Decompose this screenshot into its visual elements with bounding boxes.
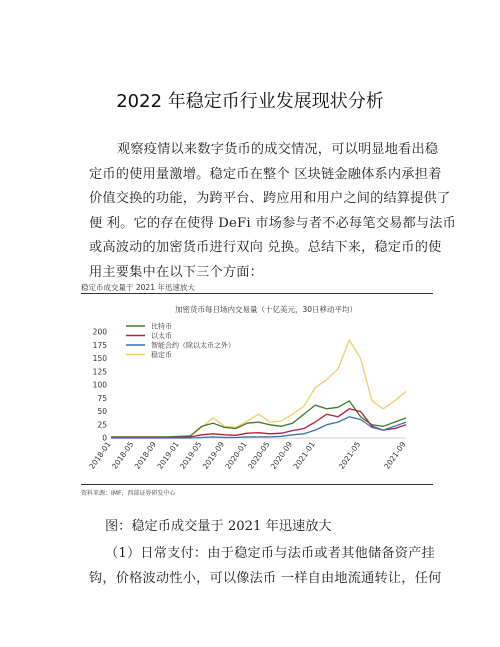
y-tick-label: 125 [92, 367, 107, 377]
y-tick-label: 100 [92, 380, 107, 390]
series-line [111, 409, 406, 438]
x-tick-label: 2018-05 [109, 439, 136, 471]
x-tick-label: 2021-01 [291, 439, 317, 471]
legend-label: 以太币 [151, 332, 172, 340]
paragraph-line: 用主要集中在以下三个方面： [89, 264, 264, 280]
legend-label: 稳定币 [151, 351, 172, 359]
x-tick-label: 2018-01 [87, 439, 113, 471]
chart-title: 加密货币每日场内交易量（十亿美元，30日移动平均） [174, 305, 358, 314]
x-tick-label: 2019-01 [155, 439, 181, 471]
legend-label: 比特币 [151, 322, 172, 331]
figure-caption: 图：稳定币成交量于 2021 年迅速放大 [105, 519, 332, 534]
x-tick-label: 2019-05 [178, 439, 204, 471]
x-tick-label: 2021-05 [336, 439, 363, 471]
line-chart [81, 294, 441, 484]
y-tick-label: 75 [97, 393, 107, 403]
x-tick-label: 2021-09 [382, 439, 408, 471]
x-tick-label: 2018-09 [132, 439, 159, 471]
figure-source: 资料来源：IMF，西部证券研发中心 [81, 490, 176, 497]
y-tick-label: 0 [102, 433, 107, 443]
paragraph-line: 或高波动的加密货币进行双向 兑换。总结下来，稳定币的使 [89, 240, 442, 255]
paragraph-line: 价值交换的功能，为跨平台、跨应用和用户之间的结算提供了 [89, 191, 451, 206]
y-tick-label: 25 [97, 420, 107, 430]
y-tick-label: 175 [92, 340, 107, 350]
series-line [111, 417, 406, 438]
y-tick-label: 50 [97, 407, 107, 416]
paragraph-line: （1）日常支付：由于稳定币与法币或者其他储备资产挂 [105, 546, 435, 561]
document-title: 2022 年稳定币行业发展现状分析 [116, 91, 384, 112]
series-line [111, 401, 406, 437]
y-tick-label: 200 [92, 327, 107, 337]
figure-bottom-rule [81, 484, 433, 485]
x-tick-label: 2020-09 [268, 439, 295, 471]
paragraph-line: 钩，价格波动性小，可以像法币 一样自由地流通转让，任何 [89, 570, 442, 586]
legend-label: 智能合约（除以太币之外） [151, 341, 235, 350]
y-tick-label: 150 [92, 354, 107, 363]
x-tick-label: 2020-01 [223, 439, 249, 471]
figure-top-caption: 稳定币成交量于 2021 年迅速放大 [81, 283, 195, 292]
paragraph-line: 观察疫情以来数字货币的成交情况，可以明显地看出稳 [117, 142, 439, 157]
figure [81, 282, 441, 504]
x-tick-label: 2020-05 [246, 439, 272, 471]
paragraph-intro [89, 138, 457, 285]
x-tick-label: 2019-09 [200, 439, 227, 471]
paragraph-daily-payment [89, 542, 442, 591]
paragraph-line: 定币的使用量激增。稳定币在整个 区块链金融体系内承担着 [89, 166, 442, 182]
paragraph-line: 便 利。它的存在使得 DeFi 市场参与者不必每笔交易都与法币 [89, 215, 457, 231]
